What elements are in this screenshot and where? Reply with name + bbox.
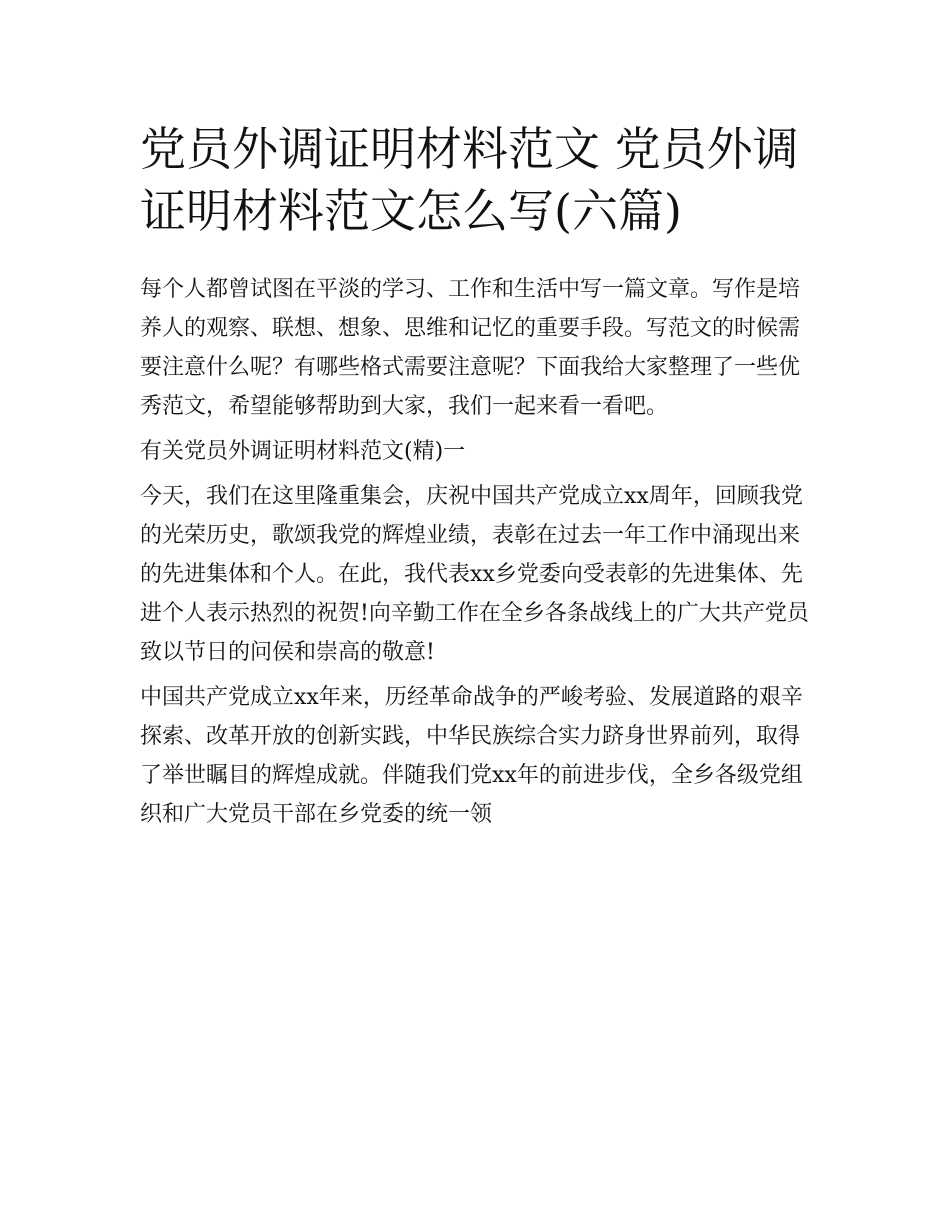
section-heading: 有关党员外调证明材料范文(精)一	[140, 439, 466, 464]
document-page	[140, 118, 812, 840]
document-body	[140, 270, 812, 834]
body-paragraph-1: 今天，我们在这里隆重集会，庆祝中国共产党成立xx周年，回顾我党的光荣历史，歌颂我党的辉煌业绩，表彰在过去一年工作中涌现出来的先进集体和个人。在此，我代表xx乡党委向受表彰的先进集体、先进个人表示热烈的祝贺!向辛勤工作在全乡各条战线上的广大共产党员致以节日的问侯和崇高的敬意!	[140, 484, 809, 665]
body-paragraph-2: 中国共产党成立xx年来，历经革命战争的严峻考验、发展道路的艰辛探索、改革开放的创新实践，中华民族综合实力跻身世界前列，取得了举世瞩目的辉煌成就。伴随我们党xx年的前进步伐，全乡各级党组织和广大党员干部在乡党委的统一领	[140, 685, 803, 827]
intro-paragraph: 每个人都曾试图在平淡的学习、工作和生活中写一篇文章。写作是培养人的观察、联想、想象、思维和记忆的重要手段。写范文的时候需要注意什么呢？有哪些格式需要注意呢？下面我给大家整理了一些优秀范文，希望能够帮助到大家，我们一起来看一看吧。	[140, 277, 801, 419]
document-title: 党员外调证明材料范文 党员外调证明材料范文怎么写(六篇)	[140, 122, 799, 238]
